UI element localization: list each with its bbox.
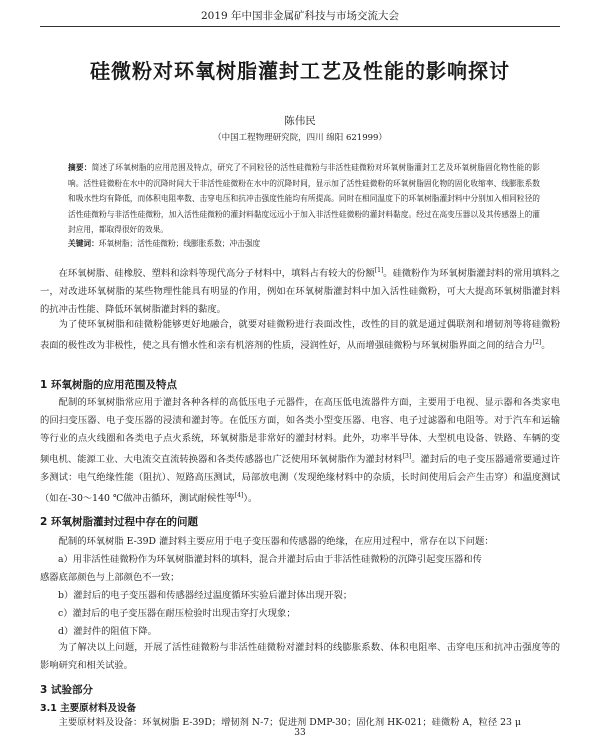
paper-title: 硅微粉对环氧树脂灌封工艺及性能的影响探讨 [90, 59, 510, 83]
intro-paragraph-1: 在环氧树脂、硅橡胶、塑料和涂料等现代高分子材料中，填料占有较大的份额[1]。硅微粉作为环氧树脂灌封料的常用填料之一，对改进环氧树脂的某些物理性能具有明显的作用，例如在环氧树脂灌封料中加入活性硅微粉，可大大提高环氧树脂灌封料的抗冲击性能、降低环氧树脂灌封料的黏度。 [40, 267, 560, 316]
section-2-closing: 为了解决以上问题，开展了活性硅微粉与非活性硅微粉对灌封料的线膨胀系数、体积电阻率、击穿电压和抗冲击强度等的影响研究和相关试验。 [40, 642, 560, 671]
list-item-b: b）灌封后的电子变压器和传感器经过温度循环实验后灌封体出现开裂； [58, 590, 353, 601]
section-2-heading: 2 环氧树脂灌封过程中存在的问题 [40, 516, 198, 528]
list-item-c: c）灌封后的电子变压器在耐压检验时出现击穿打火现象； [58, 608, 296, 619]
intro-paragraph-2: 为了使环氧树脂和硅微粉能够更好地融合，就要对硅微粉进行表面改性，改性的目的就是通过偶联剂和增韧剂等将硅微粉表面的极性改为非极性，使之具有憎水性和亲有机溶剂的性质，浸润性好，从而增强硅微粉与环氧树脂界面之间的结合力[2]。 [40, 319, 560, 352]
section-1-heading: 1 环氧树脂的应用范围及特点 [40, 379, 177, 391]
keywords-text: 环氧树脂；活性硅微粉；线膨胀系数；冲击强度 [98, 239, 261, 248]
abstract-label: 摘要： [68, 163, 92, 172]
header-divider [40, 26, 560, 27]
materials-line: 主要原材料及设备：环氧树脂 E-39D；增韧剂 N-7；促进剂 DMP-30；固化剂 HK-021；硅微粉 A，粒径 23 μ [58, 717, 521, 728]
citation: [2] [532, 339, 542, 346]
list-item-a: a）用非活性硅微粉作为环氧树脂灌封料的填料，混合并灌封后由于非活性硅微粉的沉降引起变压器和传 [58, 554, 482, 565]
citation: [1] [374, 267, 384, 274]
keywords-label: 关键词： [68, 239, 99, 248]
section-3-heading: 3 试验部分 [40, 684, 93, 696]
abstract-text: 简述了环氧树脂的应用范围及特点，研究了不同粒径的活性硅微粉与非活性硅微粉对环氧树脂灌封工艺及环氧树脂固化物性能的影响。活性硅微粉在水中的沉降时间大于非活性硅微粉在水中的沉降时间，显示加了活性硅微粉的环氧树脂固化物的固化收缩率、线膨胀系数和吸水性均有降低，而体积电阻率数、击穿电压和抗冲击强度性能均有所提高。同时在相同温度下的环氧树脂灌封料中分别加入相同粒径的活性硅微粉与非活性硅微粉，加入活性硅微粉的灌封料黏度远远小于加入非活性硅微粉的灌封料黏度。经过在高变压器以及其传感器上的灌封应用，都取得很好的效果。 [68, 163, 540, 234]
affiliation: （中国工程物理研究院，四川 绵阳 621999） [213, 133, 387, 143]
citation: [4] [234, 492, 244, 500]
abstract [68, 160, 540, 238]
section-2-intro: 配制的环氧树脂 E-39D 灌封料主要应用于电子变压器和传感器的绝缘，在应用过程中，常存在以下问题： [58, 536, 494, 547]
page-number: 33 [294, 728, 306, 738]
keywords [68, 238, 540, 249]
list-item-a-cont: 感器底部颜色与上部颜色不一致； [40, 572, 180, 583]
citation: [3] [402, 453, 412, 460]
list-item-d: d）灌封件的阻值下降。 [58, 626, 157, 637]
subsection-3-1-heading: 3.1 主要原材料及设备 [40, 703, 137, 714]
author: 陈伟民 [284, 115, 316, 127]
section-1-paragraph: 配制的环氧树脂常应用于灌封各种各样的高低压电子元器件，在高压低电流器件方面，主要用于电视、显示器和各类家电的回扫变压器、电子变压器的浸渍和灌封等。在低压方面，如各类小型变压器、电容、电子过滤器和电阻等。对于汽车和运输等行业的点火线圈和各类电子点火系统，环氧树脂是非常好的灌封材料。此外，功率半导体、大型机电设备、铁路、车辆的变频电机、能源工业、大电流交直流转换器和各类传感器也广泛使用环氧树脂作为灌封材料[3]。灌封后的电子变压器通常要通过许多测试：电气绝缘性能（阻抗）、短路高压测试，局部放电测（发现绝缘材料中的杂质，长时间使用后会产生击穿）和温度测试（如在-30～140 ℃做冲击循环，测试耐候性等[4]）。 [40, 397, 560, 505]
conference-header: 2019 年中国非金属矿科技与市场交流大会 [200, 10, 400, 22]
